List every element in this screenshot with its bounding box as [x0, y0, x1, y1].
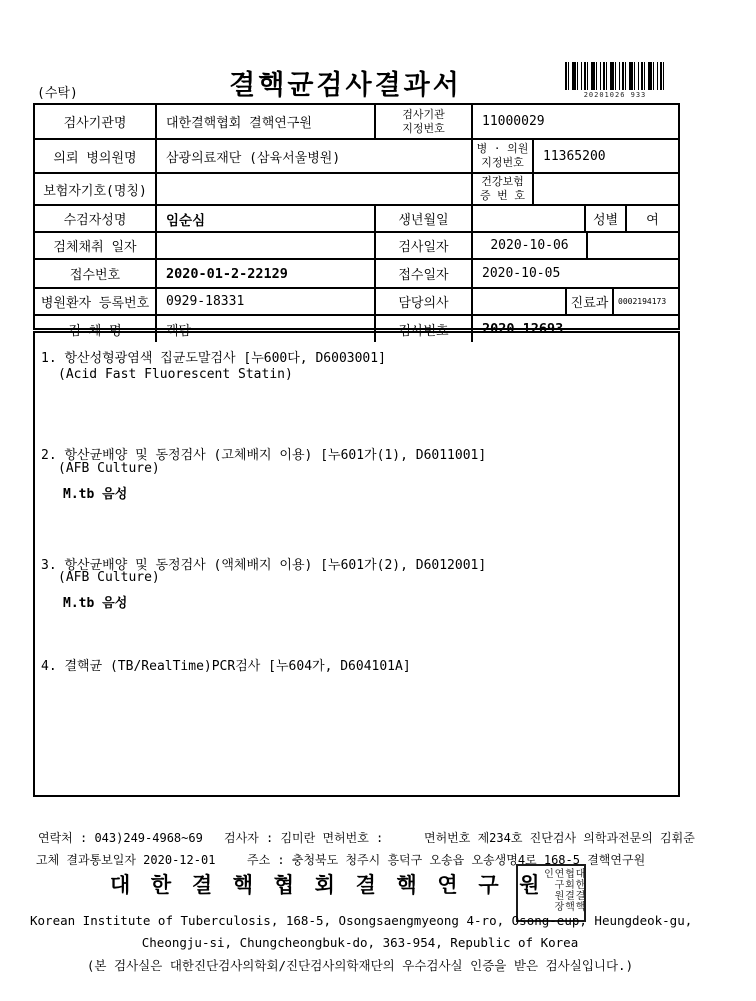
insurer-code-value — [155, 174, 471, 204]
test-number-value: 2020-12693 — [471, 316, 678, 342]
receipt-number-value: 2020-01-2-22129 — [155, 260, 374, 287]
table-row — [35, 287, 678, 314]
birthdate-label: 생년월일 — [374, 206, 471, 231]
barcode-number: 20201026 933 — [583, 91, 647, 99]
hospital-patient-id-label: 병원환자 등록번호 — [40, 296, 150, 311]
requesting-hospital-value: 삼광의료재단 (삼육서울병원) — [155, 140, 471, 172]
attending-doctor-value — [471, 289, 565, 314]
test-item-4-title: 4. 결핵균 (TB/RealTime)PCR검사 [누604가, D604101A] — [41, 659, 411, 674]
document-title: 결핵균검사결과서 — [229, 70, 462, 101]
test-results-box — [33, 331, 680, 797]
examiner-info: 검사자 : 김미란 면허번호 : — [224, 831, 384, 845]
attending-doctor-label: 담당의사 — [374, 289, 471, 314]
department-code: 0002194173 — [612, 289, 678, 314]
test-item-1-method: (Acid Fast Fluorescent Statin) — [58, 367, 293, 382]
specimen-name-value: 객담 — [155, 316, 374, 342]
barcode — [565, 62, 665, 90]
receipt-date-value: 2020-10-05 — [471, 260, 678, 287]
accreditation-note: (본 검사실은 대한진단검사의학회/진단검사의학재단의 우수검사실 인증을 받은 검사실입니다.) — [86, 958, 634, 973]
address-info: 주소 : 충청북도 청주시 흥덕구 오송읍 오송생명4로 168-5 결핵연구원 — [247, 853, 646, 867]
test-item-3-method: (AFB Culture) — [58, 570, 160, 585]
test-item-2-title: 2. 항산균배양 및 동정검사 (고체배지 이용) [누601가(1), D6011001] — [41, 448, 487, 463]
table-row — [35, 105, 678, 138]
health-insurance-number-label — [471, 174, 532, 204]
official-seal: 대한결핵협회결핵연구원장인 — [516, 864, 586, 922]
test-item-2-result: M.tb 음성 — [63, 487, 128, 502]
label-line: 병 · 의원 — [476, 142, 529, 156]
table-row — [35, 204, 678, 231]
sex-label: 성별 — [584, 206, 625, 231]
label-line: 검사기관 — [402, 107, 445, 121]
table-row — [35, 138, 678, 172]
requesting-hospital-label: 의뢰 병의원명 — [53, 150, 137, 166]
test-item-3-result: M.tb 음성 — [63, 596, 128, 611]
label-line: 증 번 호 — [479, 189, 526, 202]
table-row — [35, 231, 678, 258]
label-line: 지정번호 — [402, 121, 445, 135]
sex-value: 여 — [625, 206, 678, 231]
test-item-2-method: (AFB Culture) — [58, 461, 160, 476]
receipt-number-label: 접수번호 — [69, 268, 121, 283]
report-date: 고체 결과통보일자 2020-12-01 — [36, 853, 216, 867]
insurer-code-label: 보험자기호(명칭) — [43, 183, 147, 199]
health-insurance-number-value — [532, 174, 678, 204]
patient-info-table — [33, 103, 680, 339]
collection-date-label: 검체채취 일자 — [53, 240, 137, 255]
hospital-patient-id-value: 0929-18331 — [155, 289, 374, 314]
label-line: 지정번호 — [481, 156, 524, 169]
table-row — [35, 172, 678, 204]
receipt-date-label: 접수일자 — [374, 260, 471, 287]
empty-cell — [586, 233, 678, 258]
lab-reg-number-label — [374, 105, 471, 138]
license-info: 면허번호 제234호 진단검사 의학과전문의 김휘준 — [424, 831, 695, 845]
table-row — [35, 258, 678, 287]
test-item-3-title: 3. 항산균배양 및 동정검사 (액체배지 이용) [누601가(2), D6012001] — [41, 558, 487, 573]
birthdate-value — [471, 206, 584, 231]
hospital-reg-number-label — [471, 140, 532, 172]
patient-name-value: 임순심 — [155, 206, 374, 231]
test-date-value: 2020-10-06 — [471, 233, 586, 258]
test-date-label: 검사일자 — [374, 233, 471, 258]
consignment-label: (수탁) — [37, 86, 78, 101]
test-item-1-title: 1. 항산성형광염색 집균도말검사 [누600다, D6003001] — [41, 351, 386, 366]
specimen-name-label: 검 체 명 — [68, 323, 122, 339]
department-label: 진료과 — [565, 289, 612, 314]
test-number-label: 검사번호 — [374, 316, 471, 342]
lab-name-label: 검사기관명 — [63, 116, 127, 131]
english-address-line1: Korean Institute of Tuberculosis, 168-5, Osongsaengmyeong 4-ro, Osong-eup, Heungdeok-gu, — [30, 913, 693, 928]
lab-reg-number-value: 11000029 — [471, 105, 678, 138]
collection-date-value — [155, 233, 374, 258]
hospital-reg-number-value: 11365200 — [532, 140, 678, 172]
lab-name-value: 대한결핵협회 결핵연구원 — [155, 105, 374, 138]
patient-name-label: 수검자성명 — [63, 213, 127, 228]
contact-info: 연락처 : 043)249-4968~69 — [38, 831, 203, 845]
organization-title: 대 한 결 핵 협 회 결 핵 연 구 원 — [110, 873, 544, 897]
label-line: 건강보험 — [481, 175, 524, 189]
english-address-line2: Cheongju-si, Chungcheongbuk-do, 363-954, Republic of Korea — [141, 935, 579, 950]
